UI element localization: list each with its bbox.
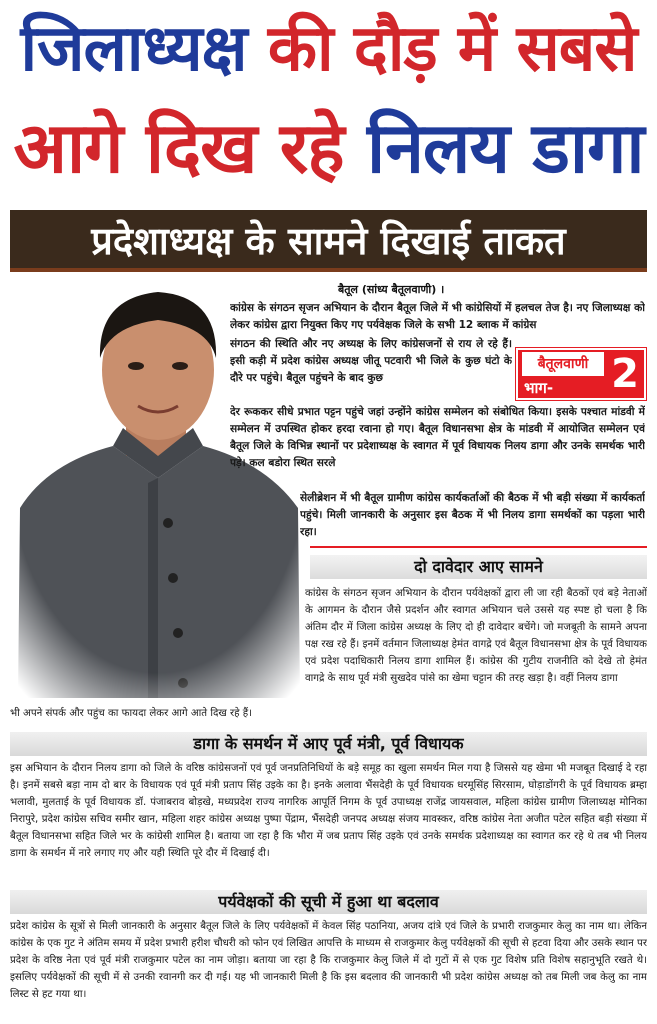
section-1-body-tail: भी अपने संपर्क और पहुंच का फायदा लेकर आगे आते दिख रहे हैं।: [10, 708, 253, 719]
section-divider: [310, 546, 647, 548]
lead-paragraph-2: संगठन की स्थिति और नए अध्यक्ष के लिए कांग्रेसजनों से राय ले रहे हैं। इसी कड़ी में प्रदेश कांग्रेस अध्यक्ष जीतू पटवारी भी जिले के कुछ घंटो के दौरे पर पहुंचे। बैतूल पहुंचने के बाद कुछ: [230, 338, 512, 384]
dateline: बैतूल (सांध्य बैतूलवाणी) ।: [338, 283, 445, 296]
headline-line-1: [0, 6, 657, 92]
subheading-support: डागा के समर्थन में आए पूर्व मंत्री, पूर्व विधायक: [10, 732, 647, 756]
badge-part-label: भाग-: [524, 379, 554, 397]
headline-red-part-1: की दौड़ में सबसे: [267, 12, 637, 86]
headline-blue-part-2: निलय डागा: [366, 107, 644, 189]
subheading-two-contenders: दो दावेदार आए सामने: [310, 555, 647, 579]
section-2-body: इस अभियान के दौरान निलय डागा को जिले के वरिष्ठ कांग्रेसजनों एवं पूर्व जनप्रतिनिधियों के बड़े समूह का खुला समर्थन मिल गया है जिससे यह खेमा भी मजबूत दिखाई दे रहा है। इनमें सबसे बड़ा नाम दो बार के विधायक एवं पूर्व मंत्री प्रताप सिंह उइके का है। इनके अलावा भैंसदेही के पूर्व विधायक धरमूसिंह सिरसाम, घोड़ाडोंगरी के पूर्व विधायक ब्रम्हा भलावी, मुलताई के पूर्व विधायक डॉ. पंजाबराव बोड़खे, मध्यप्रदेश राज्य नागरिक आपूर्ति निगम के पूर्व उपाध्यक्ष राजेंद्र जायसवाल, महिला कांग्रेस ग्रामीण जिलाध्यक्ष मोनिका निरापुरे, प्रदेश कांग्रेस सचिव समीर खान, महिला शहर कांग्रेस अध्यक्ष पुष्पा पेंद्राम, भैंसदेही जनपद अध्यक्ष संजय मावस्कर, वरिष्ठ कांग्रेस नेता अजीत पटेल सहित बड़ी संख्या में बैतूल विधानसभा सहित जिले भर के कांग्रेसी शामिल है। बताया जा रहा है कि भौरा में जब प्रताप सिंह उइके एवं उनके समर्थक प्रदेशाध्यक्ष का स्वागत कर रहे थे तब भी निलय डागा के समर्थन में नारे लगाए गए और यही स्थिति पूरे दौर में दिखाई दी।: [10, 763, 647, 859]
series-badge: [516, 348, 646, 400]
lead-paragraph-4: सेलीब्रेशन में भी बैतूल ग्रामीण कांग्रेस कार्यकर्ताओं की बैठक में भी बड़ी संख्या में कार्यकर्ता पहुंचे। मिली जानकारी के अनुसार इस बैठक में भी निलय डागा समर्थकों का पड़ला भारी रहा।: [300, 492, 645, 538]
badge-part-number: 2: [611, 351, 639, 397]
headline-line-2: [0, 96, 657, 200]
section-3-body: प्रदेश कांग्रेस के सूत्रों से मिली जानकारी के अनुसार बैतूल जिले के लिए पर्यवेक्षकों में केवल सिंह पठानिया, अजय दांत्रे एवं जिले के प्रभारी राजकुमार केलु का नाम था। लेकिन कांग्रेस के एक गुट ने अंतिम समय में प्रदेश प्रभारी हरीश चौधरी को फोन एवं लिखित आपत्ति के माध्यम से राजकुमार केलु पर्यवेक्षकों की सूची से हटवा दिया और उसके स्थान पर प्रदेश के वरिष्ठ नेता एवं पूर्व मंत्री राजकुमार पटेल का नाम जोड़ा। बताया जा रहा है कि राजकुमार केलु जिले में दो गुटों में से एक गुट विशेष प्रति विशेष सहानुभूति रखते थे। इसलिए पर्यवेक्षकों की सूची में से उनकी रवानगी कर दी गई। यह भी जानकारी मिली है कि इस बदलाव की जानकारी भी प्रदेश कांग्रेस अध्यक्ष को तब मिली जब केलु का नाम लिस्ट से हट गया था।: [10, 921, 647, 1000]
lead-paragraph-1: कांग्रेस के संगठन सृजन अभियान के दौरान बैतूल जिले में भी कांग्रेसियों में हलचल तेज है। नए जिलाध्यक्ष को लेकर कांग्रेस द्वारा नियुक्त किए गए पर्यवेक्षक जिले के सभी 12 ब्लाक में कांग्रेस: [230, 302, 645, 331]
section-1-body: कांग्रेस के संगठन सृजन अभियान के दौरान पर्यवेक्षकों द्वारा ली जा रही बैठकों एवं बड़े नेताओं के आगमन के दौरान जैसे प्रदर्शन और स्वागत अभियान चले उससे यह स्पष्ट हो चला है कि अंतिम दौर में जिला कांग्रेस अध्यक्ष के लिए दो ही दावेदार बचेंगे। जो मजबूती के सामने अपना पक्ष रख रहे हैं। इनमें वर्तमान जिलाध्यक्ष हेमंत वागद्रे एवं बैतूल विधानसभा क्षेत्र के पूर्व विधायक एवं प्रदेश पदाधिकारी निलय डागा शामिल हैं। कांग्रेस की गुटीय राजनीति को देखे तो हेमंत वागद्रे के साथ पूर्व मंत्री सुखदेव पांसे का खेमा चट्टान की तरह खड़ा है। वहीं निलय डागा: [305, 588, 647, 684]
kicker-banner: प्रदेशाध्यक्ष के सामने दिखाई ताकत: [10, 210, 647, 272]
badge-brand: बैतूलवाणी: [522, 352, 604, 376]
headline-blue-part-1: जिलाध्यक्ष: [20, 12, 247, 86]
headline-red-part-2: आगे दिख रहे: [13, 107, 344, 189]
subheading-observer-list: पर्यवेक्षकों की सूची में हुआ था बदलाव: [10, 890, 647, 914]
lead-paragraph-3: देर रूककर सीधे प्रभात पट्टन पहुंचे जहां उन्होंने कांग्रेस सम्मेलन को संबोधित किया। इसके पश्चात मांडवी में सम्मेलन में उपस्थित होकर हरदा रवाना हो गए। बैतूल विधानसभा क्षेत्र के मांडवी में आयोजित सम्मेलन एवं बैतूल जिले के विभिन्न स्थानों पर प्रदेशाध्यक्ष के स्वागत में पूर्व विधायक निलय डागा और उनके समर्थक भारी पड़े। कल बडोरा स्थित सरले: [230, 406, 645, 469]
